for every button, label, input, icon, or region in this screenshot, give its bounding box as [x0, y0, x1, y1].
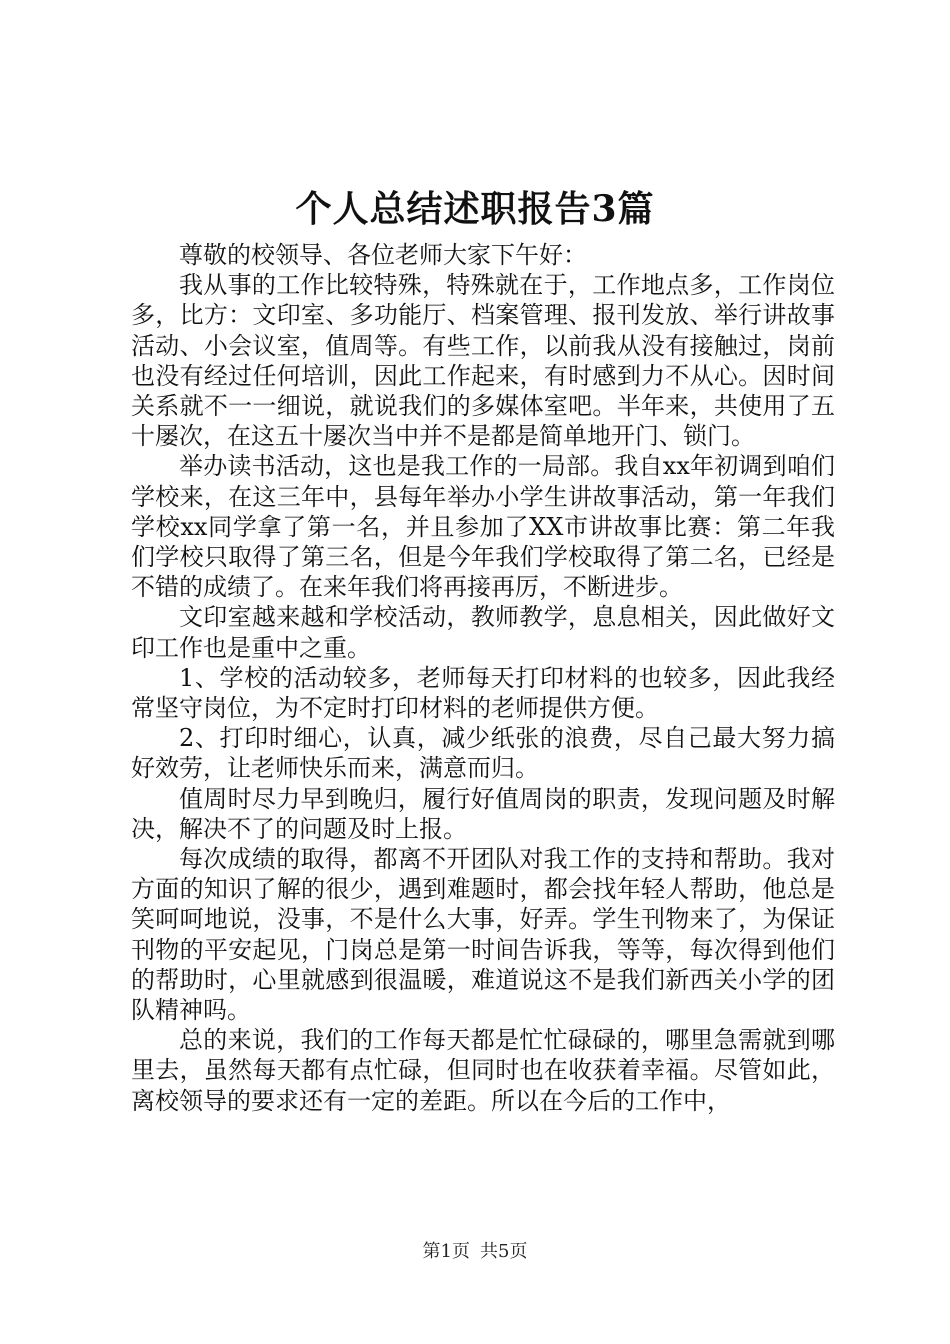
paragraph: 每次成绩的取得，都离不开团队对我工作的支持和帮助。我对方面的知识了解的很少，遇到难题时，都会找年轻人帮助，他总是笑呵呵地说，没事，不是什么大事，好弄。学生刊物来了，为保证刊物的平安起见，门岗总是第一时间告诉我，等等，每次得到他们的帮助时，心里就感到很温暖，难道说这不是我们新西关小学的团队精神吗。 — [131, 845, 835, 1025]
paragraph: 值周时尽力早到晚归，履行好值周岗的职责，发现问题及时解决，解决不了的问题及时上报。 — [131, 784, 835, 843]
paragraph: 举办读书活动，这也是我工作的一局部。我自xx年初调到咱们学校来，在这三年中，县每年举办小学生讲故事活动，第一年我们学校xx同学拿了第一名，并且参加了XX市讲故事比赛：第二年我们学校只取得了第三名，但是今年我们学校取得了第二名，已经是不错的成绩了。在来年我们将再接再厉，不断进步。 — [131, 452, 835, 602]
paragraph: 2、打印时细心，认真，减少纸张的浪费，尽自己最大努力搞好效劳，让老师快乐而来，满意而归。 — [131, 724, 835, 783]
paragraph: 我从事的工作比较特殊，特殊就在于，工作地点多，工作岗位多，比方：文印室、多功能厅、档案管理、报刊发放、举行讲故事活动、小会议室，值周等。有些工作，以前我从没有接触过，岗前也没有经过任何培训，因此工作起来，有时感到力不从心。因时间关系就不一一细说，就说我们的多媒体室吧。半年来，共使用了五十屡次，在这五十屡次当中并不是都是简单地开门、锁门。 — [131, 271, 835, 451]
document-title: 个人总结述职报告3篇 — [295, 188, 655, 230]
paragraph: 总的来说，我们的工作每天都是忙忙碌碌的，哪里急需就到哪里去，虽然每天都有点忙碌，但同时也在收获着幸福。尽管如此，离校领导的要求还有一定的差距。所以在今后的工作中， — [131, 1026, 835, 1115]
paragraph-greeting: 尊敬的校领导、各位老师大家下午好： — [179, 241, 587, 269]
paragraph: 1、学校的活动较多，老师每天打印材料的也较多，因此我经常坚守岗位，为不定时打印材料的老师提供方便。 — [131, 663, 835, 723]
document-body — [131, 240, 835, 1116]
page-number: 第1页 — [422, 1241, 470, 1262]
page-total: 共5页 — [480, 1241, 528, 1262]
paragraph: 文印室越来越和学校活动，教师教学，息息相关，因此做好文印工作也是重中之重。 — [131, 603, 835, 662]
page-footer — [0, 1240, 950, 1264]
